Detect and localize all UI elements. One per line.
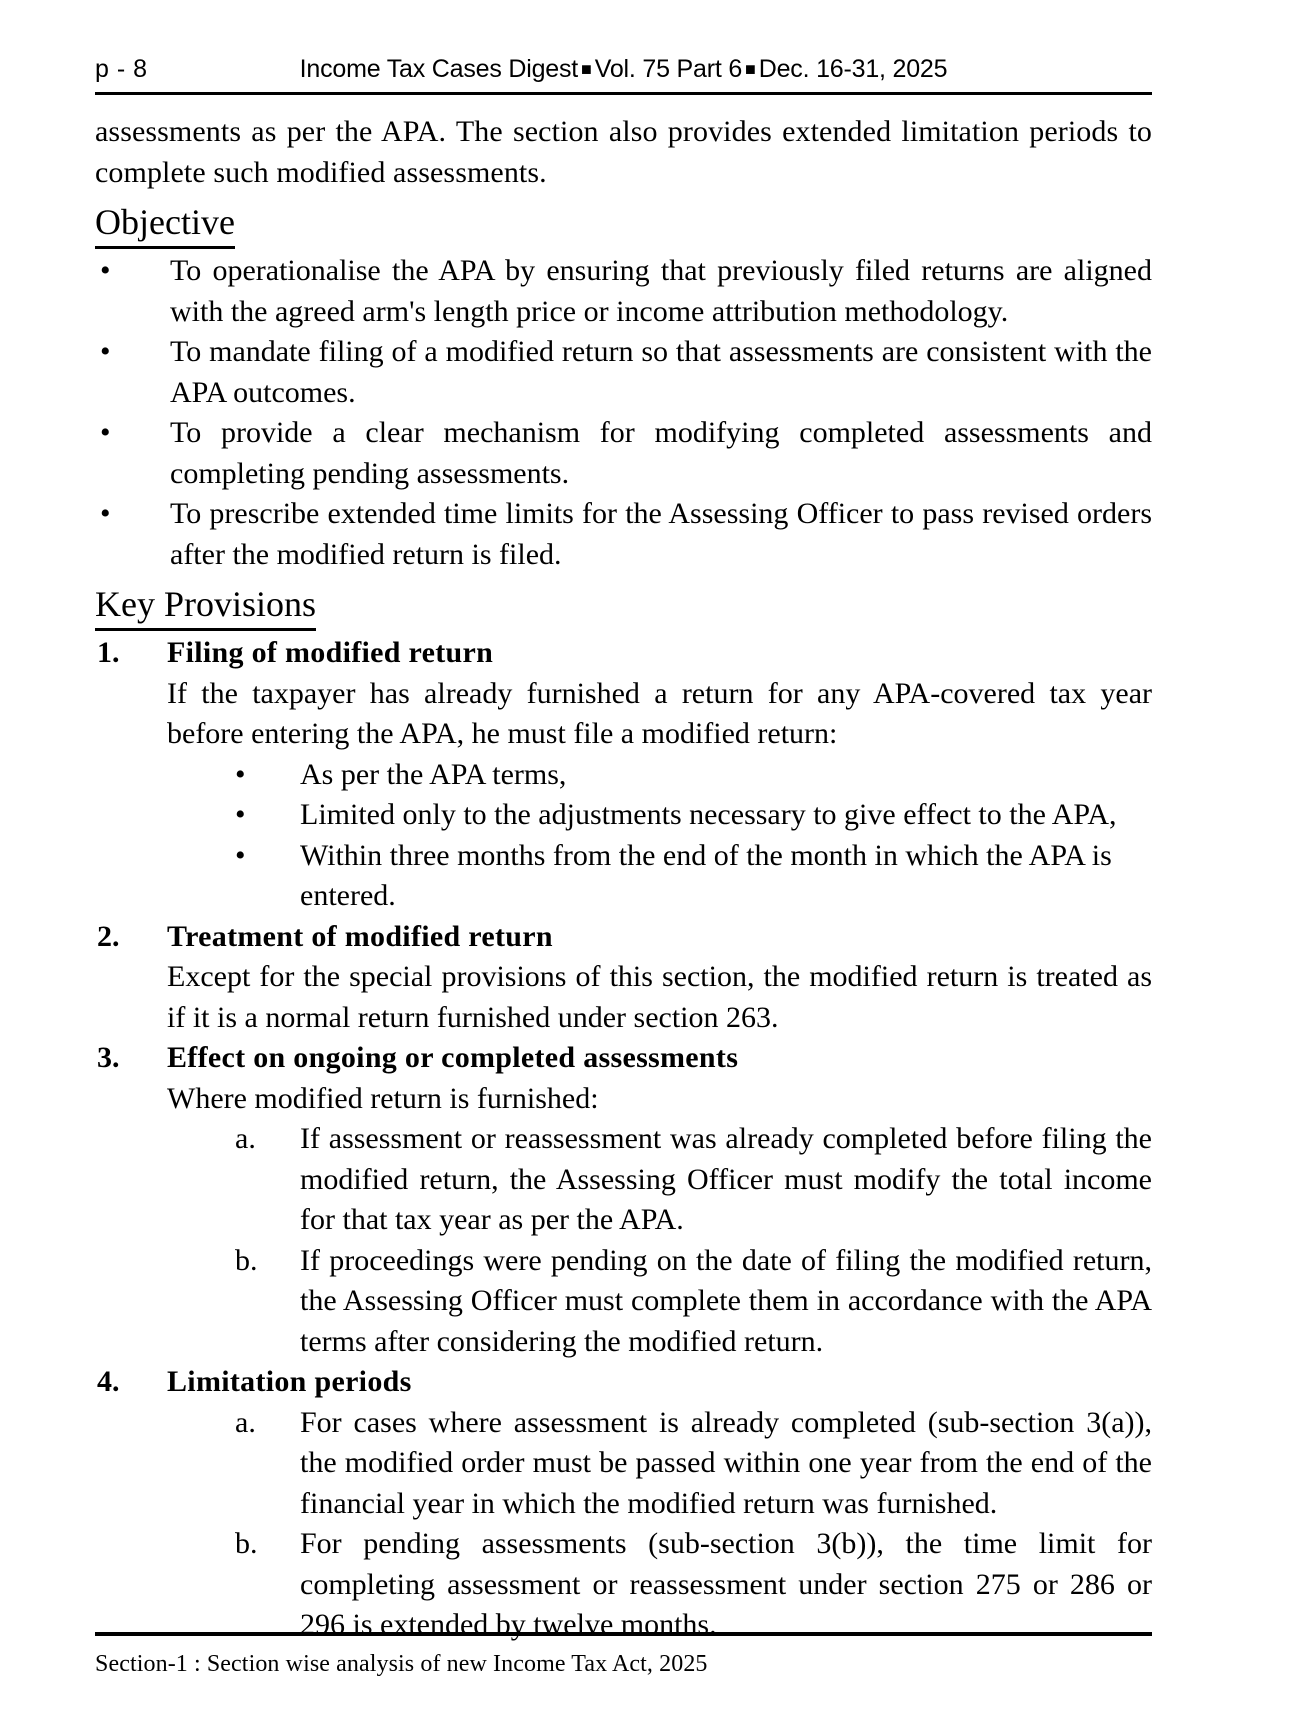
provision-body: Except for the special provisions of this section, the modified return is treated as if it is a normal return furnished under section 263. <box>167 960 1152 1034</box>
document-body <box>95 112 1152 1646</box>
letter-label: b. <box>235 1527 258 1560</box>
running-head-title <box>95 52 1152 86</box>
list-item <box>235 1524 1152 1646</box>
list-item <box>100 332 1152 413</box>
subbullet-text: Limited only to the adjustments necessary to give effect to the APA, <box>300 798 1117 831</box>
letter-label: a. <box>235 1122 256 1155</box>
provision-item <box>97 917 1152 1039</box>
bullet-icon: • <box>100 416 111 449</box>
provision-letter-list <box>167 1119 1152 1362</box>
heading-objective <box>95 199 1152 249</box>
list-item <box>100 413 1152 494</box>
letter-text: If proceedings were pending on the date of filing the modified return, the Assessing Officer must complete them in accordance with the APA terms after considering the modified return. <box>300 1243 1152 1358</box>
list-item <box>235 836 1152 917</box>
provision-letter-list <box>167 1403 1152 1646</box>
bullet-icon: • <box>235 838 246 872</box>
footer-rule <box>95 1632 1152 1636</box>
provision-subbullet-list <box>167 755 1152 917</box>
intro-paragraph: assessments as per the APA. The section also provides extended limitation periods to complete such modified assessments. <box>95 115 1152 189</box>
bullet-icon: • <box>100 497 111 530</box>
provision-title: Filing of modified return <box>167 636 494 669</box>
issue-date: Dec. 16-31, 2025 <box>758 55 948 83</box>
provision-title: Treatment of modified return <box>167 919 553 953</box>
letter-text: If assessment or reassessment was already completed before filing the modified return, the Assessing Officer must modify the total income for that tax year as per the APA. <box>300 1122 1152 1236</box>
letter-text: For pending assessments (sub-section 3(b)), the time limit for completing assessment or reassessment under section 275 or 286 or 296 is extended by twelve months. <box>300 1527 1152 1641</box>
separator-square-2: ■ <box>745 59 756 79</box>
provision-item <box>97 633 1152 917</box>
letter-label: a. <box>235 1405 256 1439</box>
list-item <box>100 251 1152 332</box>
objective-bullet-text: To prescribe extended time limits for the Assessing Officer to pass revised orders after the modified return is filed. <box>170 497 1152 571</box>
list-item <box>235 1241 1152 1363</box>
bullet-icon: • <box>235 757 246 791</box>
footer-caption: Section-1 : Section wise analysis of new Income Tax Act, 2025 <box>95 1651 708 1677</box>
list-item <box>235 795 1152 836</box>
heading-objective-text: Objective <box>95 199 235 249</box>
heading-key-provisions-text: Key Provisions <box>95 581 316 631</box>
provision-number: 3. <box>97 1041 120 1074</box>
journal-name: Income Tax Cases Digest <box>299 55 579 83</box>
provision-body: Where modified return is furnished: <box>167 1081 599 1115</box>
bullet-icon: • <box>100 335 111 368</box>
provision-body: If the taxpayer has already furnished a return for any APA-covered tax year before entering the APA, he must file a modified return: <box>167 676 1152 750</box>
provision-title: Limitation periods <box>167 1365 412 1398</box>
provision-number: 2. <box>97 919 120 953</box>
provision-number: 1. <box>97 636 120 669</box>
bullet-icon: • <box>235 798 246 831</box>
page-folio: p - 8 <box>95 55 148 83</box>
subbullet-text: As per the APA terms, <box>300 757 567 791</box>
subbullet-text: Within three months from the end of the month in which the APA is entered. <box>300 838 1112 912</box>
provision-item <box>97 1362 1152 1646</box>
provision-title: Effect on ongoing or completed assessments <box>167 1041 739 1074</box>
provision-number: 4. <box>97 1365 120 1398</box>
running-head <box>95 52 1152 94</box>
header-rule <box>95 92 1152 95</box>
letter-text: For cases where assessment is already completed (sub-section 3(a)), the modified order must be passed within one year from the end of the financial year in which the modified return was furnished. <box>300 1405 1152 1520</box>
separator-square-1: ■ <box>581 59 592 79</box>
objective-list <box>95 251 1152 575</box>
letter-label: b. <box>235 1243 258 1277</box>
provision-item <box>97 1038 1152 1362</box>
bullet-icon: • <box>100 254 111 287</box>
list-item <box>100 494 1152 575</box>
volume-part: Vol. 75 Part 6 <box>594 55 743 83</box>
list-item <box>235 1119 1152 1241</box>
objective-bullet-text: To mandate filing of a modified return so that assessments are consistent with the APA outcomes. <box>170 335 1152 409</box>
objective-bullet-text: To provide a clear mechanism for modifying completed assessments and completing pending assessments. <box>170 416 1152 490</box>
list-item <box>235 755 1152 796</box>
objective-bullet-text: To operationalise the APA by ensuring that previously filed returns are aligned with the agreed arm's length price or income attribution methodology. <box>170 254 1152 328</box>
key-provisions-list <box>95 633 1152 1646</box>
list-item <box>235 1403 1152 1525</box>
heading-key-provisions <box>95 581 1152 631</box>
